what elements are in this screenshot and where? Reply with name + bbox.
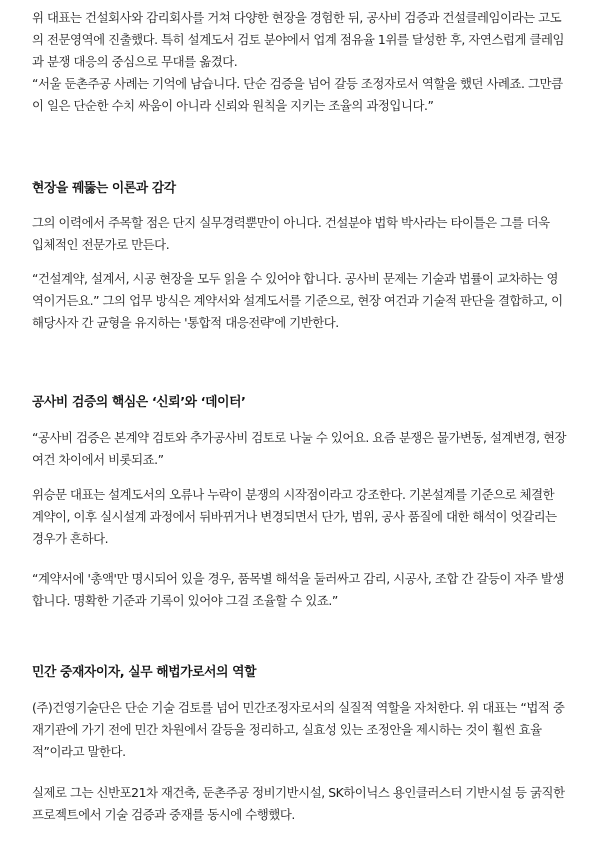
text-line: 입체적인 전문가로 만든다.	[32, 237, 170, 252]
text-line: “계약서에 '총액'만 명시되어 있을 경우, 품목별 해석을 둘러싸고 감리, 시공사, 조합 간 갈등이 자주 발생	[32, 571, 564, 586]
text-line: 해당사자 간 균형을 유지하는 '통합적 대응전략'에 기반한다.	[32, 315, 339, 330]
body-paragraph	[32, 212, 572, 256]
text-line: “서울 둔촌주공 사례는 기억에 남습니다. 단순 검증을 넘어 갈등 조정자로서 역할을 했던 사례죠. 그만큼	[32, 76, 563, 91]
section-heading-verification: 공사비 검증의 핵심은 ‘신뢰’와 ‘데이터’	[32, 395, 246, 410]
body-paragraph	[32, 697, 572, 763]
text-line: 재기관에 가기 전에 민간 차원에서 갈등을 정리하고, 실효성 있는 조정안을 제시하는 것이 훨씬 효율	[32, 722, 542, 737]
text-line: 여건 차이에서 비롯되죠.”	[32, 452, 164, 467]
text-line: 그의 이력에서 주목할 점은 단지 실무경력뿐만이 아니다. 건설분야 법학 박사라는 타이틀은 그를 더욱	[32, 215, 550, 230]
section-heading-theory: 현장을 꿰뚫는 이론과 감각	[32, 181, 176, 196]
quote-paragraph	[32, 568, 572, 612]
quote-paragraph	[32, 268, 572, 334]
text-line: 적”이라고 말한다.	[32, 744, 126, 759]
intro-paragraph	[32, 7, 572, 117]
text-line: 합니다. 명확한 기준과 기록이 있어야 그걸 조율할 수 있죠.”	[32, 593, 338, 608]
text-line: (주)건영기술단은 단순 기술 검토를 넘어 민간조정자로서의 실질적 역할을 자처한다. 위 대표는 “법적 중	[32, 700, 565, 715]
text-line: 위 대표는 건설회사와 감리회사를 거쳐 다양한 현장을 경험한 뒤, 공사비 검증과 건설클레임이라는 고도	[32, 10, 562, 25]
text-line: 의 전문영역에 진출했다. 특히 설계도서 검토 분야에서 업계 점유율 1위를 달성한 후, 자연스럽게 클레임	[32, 32, 565, 47]
text-line: 프로젝트에서 기술 검증과 중재를 동시에 수행했다.	[32, 807, 295, 822]
text-line: 과 분쟁 대응의 중심으로 무대를 옮겼다.	[32, 54, 238, 69]
text-line: 이 일은 단순한 수치 싸움이 아니라 신뢰와 원칙을 지키는 조율의 과정입니다.”	[32, 98, 434, 113]
quote-paragraph	[32, 427, 572, 471]
text-line: 계약이, 이후 실시설계 과정에서 뒤바뀌거나 변경되면서 단가, 범위, 공사 품질에 대한 해석이 엇갈리는	[32, 509, 557, 524]
text-line: “공사비 검증은 본계약 검토와 추가공사비 검토로 나눌 수 있어요. 요즘 분쟁은 물가변동, 설계변경, 현장	[32, 430, 567, 445]
text-line: “건설계약, 설계서, 시공 현장을 모두 읽을 수 있어야 합니다. 공사비 문제는 기술과 법률이 교차하는 영	[32, 271, 559, 286]
body-paragraph	[32, 782, 572, 826]
section-heading-mediator: 민간 중재자이자, 실무 해법가로서의 역할	[32, 665, 257, 680]
text-line: 실제로 그는 신반포21차 재건축, 둔촌주공 정비기반시설, SK하이닉스 용인클러스터 기반시설 등 굵직한	[32, 785, 565, 800]
text-line: 역이거든요.” 그의 업무 방식은 계약서와 설계도서를 기준으로, 현장 여건과 기술적 판단을 결합하고, 이	[32, 293, 563, 308]
text-line: 경우가 흔하다.	[32, 531, 109, 546]
text-line: 위승문 대표는 설계도서의 오류나 누락이 분쟁의 시작점이라고 강조한다. 기본설계를 기준으로 체결한	[32, 487, 555, 502]
body-paragraph	[32, 484, 572, 550]
